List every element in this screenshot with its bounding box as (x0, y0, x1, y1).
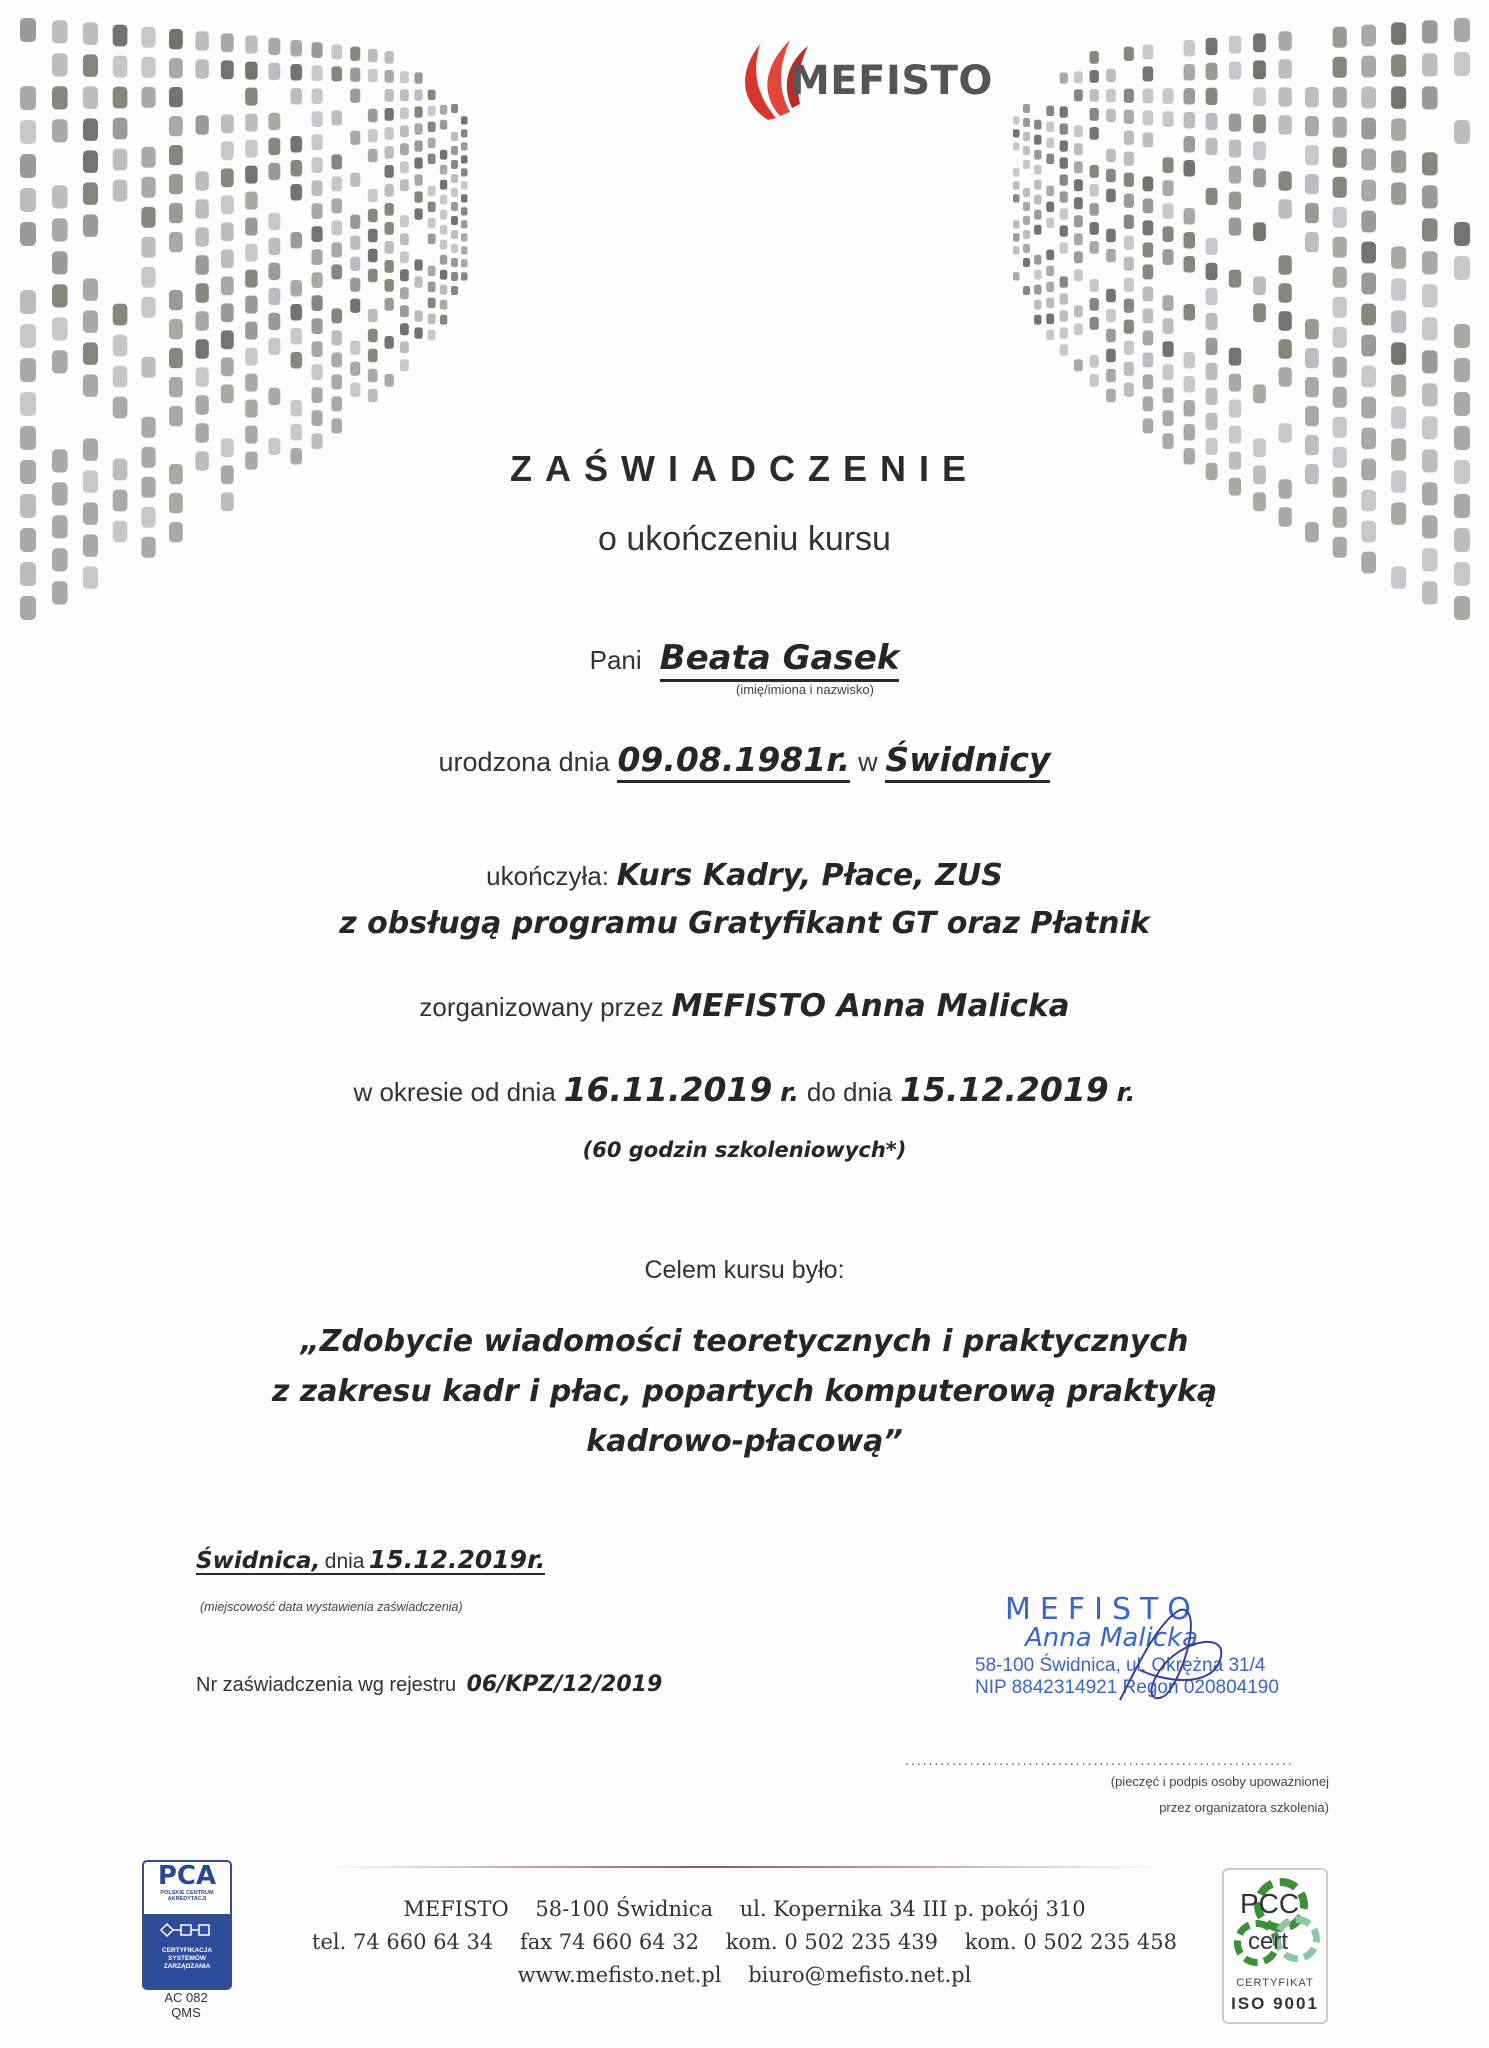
birth-prefix: urodzona dnia (438, 747, 610, 777)
issue-date: 15.12.2019r. (368, 1545, 546, 1574)
footer-website-link[interactable]: www.mefisto.net.pl (517, 1963, 722, 1987)
pca-lower-3: ZARZĄDZANIA (163, 1963, 211, 1970)
pca-caption-qms: QMS (171, 2005, 201, 2020)
period-row (0, 1070, 1489, 1109)
pca-subtitle-2: AKREDYTACJI (167, 1896, 207, 1902)
signature-caption-2: przez organizatora szkolenia) (1159, 1800, 1329, 1815)
signature-caption-1: (pieczęć i podpis osoby upoważnionej (1110, 1774, 1329, 1789)
birth-place: Świdnicy (885, 740, 1050, 783)
course-name-line2: z obsługą programu Gratyfikant GT oraz Płatnik (339, 906, 1150, 941)
issue-day-label: dnia (324, 1550, 365, 1573)
organizer-row (0, 988, 1489, 1024)
signature-scribble (1100, 1600, 1240, 1720)
course-hours: (60 godzin szkoleniowych*) (582, 1138, 907, 1162)
pcc-label: CERTYFIKAT (1236, 1977, 1314, 1989)
recipient-row (0, 638, 1489, 678)
recipient-prefix: Pani (589, 645, 642, 675)
stamp-company: MEFISTO (1005, 1592, 1200, 1627)
birth-date: 09.08.1981r. (617, 740, 850, 783)
pca-lower-1: CERTYFIKACJA (161, 1947, 213, 1954)
register-number: 06/KPZ/12/2019 (466, 1672, 663, 1697)
goal-line2: z zakresu kadr i płac, popartych komputerową praktyką (271, 1374, 1218, 1409)
footer-mobile-1: kom. 0 502 235 439 (725, 1930, 938, 1954)
course-name-row-1 (0, 858, 1489, 893)
document-subtitle: o ukończeniu kursu (598, 520, 891, 558)
process-flow-icon (157, 1922, 217, 1938)
pca-subtitle-1: POLSKIE CENTRUM (160, 1890, 214, 1896)
organizer-name: MEFISTO Anna Malicka (671, 988, 1070, 1024)
pcc-iso-badge (1222, 1868, 1328, 2024)
register-label: Nr zaświadczenia wg rejestru (196, 1674, 457, 1696)
footer-phone: tel. 74 660 64 34 (312, 1930, 494, 1954)
recipient-name: Beata Gasek (660, 638, 900, 682)
pca-caption (140, 1990, 232, 2020)
stamp-tax-ids: NIP 8842314921 Regon 020804190 (975, 1677, 1279, 1698)
pca-caption-code: AC 082 (164, 1990, 208, 2005)
pcc-standard: ISO 9001 (1231, 1994, 1319, 2013)
goal-line3: kadrowo-płacową” (586, 1424, 903, 1459)
period-prefix: w okresie od dnia (353, 1077, 556, 1107)
register-row (196, 1672, 662, 1697)
issue-place: Świdnica, (196, 1548, 321, 1574)
footer-city: 58-100 Świdnica (535, 1897, 714, 1921)
pca-title: PCA (157, 1861, 217, 1891)
pcc-title: PCC (1240, 1888, 1300, 1919)
issue-caption: (miejscowość data wystawienia zaświadczenia) (200, 1600, 463, 1614)
signature-dotted-line: .................................................................. (905, 1752, 1294, 1768)
period-start-date: 16.11.2019 (563, 1070, 773, 1109)
period-start-suffix: r. (780, 1078, 800, 1108)
birth-row (0, 740, 1489, 779)
pcc-sub: cert (1248, 1928, 1289, 1955)
footer-divider (330, 1866, 1160, 1868)
stamp-owner: Anna Malicka (1025, 1623, 1199, 1653)
period-end-suffix: r. (1116, 1078, 1136, 1108)
birth-middle: w (858, 747, 878, 777)
organizer-prefix: zorganizowany przez (419, 992, 664, 1022)
course-prefix: ukończyła: (486, 861, 609, 891)
period-end-date: 15.12.2019 (900, 1070, 1109, 1109)
document-title: ZAŚWIADCZENIE (510, 448, 979, 489)
footer-fax: fax 74 660 64 32 (519, 1930, 700, 1954)
footer-street: ul. Kopernika 34 III p. pokój 310 (739, 1897, 1086, 1921)
logo-wordmark: MEFISTO (790, 58, 993, 104)
footer-mobile-2: kom. 0 502 235 458 (964, 1930, 1177, 1954)
issue-row (196, 1545, 545, 1574)
goal-line1: „Zdobycie wiadomości teoretycznych i praktycznych (300, 1324, 1189, 1359)
period-middle: do dnia (806, 1077, 893, 1107)
footer-email-link[interactable]: biuro@mefisto.net.pl (748, 1963, 972, 1987)
stamp-address: 58-100 Świdnica, ul. Okrężna 31/4 (975, 1655, 1266, 1676)
goal-heading: Celem kursu było: (644, 1256, 845, 1284)
course-name-line1: Kurs Kadry, Płace, ZUS (616, 858, 1003, 893)
pca-accreditation-badge (142, 1860, 232, 1990)
pca-lower-2: SYSTEMÓW (168, 1955, 206, 1962)
footer-company: MEFISTO (403, 1897, 509, 1921)
recipient-name-caption: (imię/imiona i nazwisko) (736, 682, 874, 697)
